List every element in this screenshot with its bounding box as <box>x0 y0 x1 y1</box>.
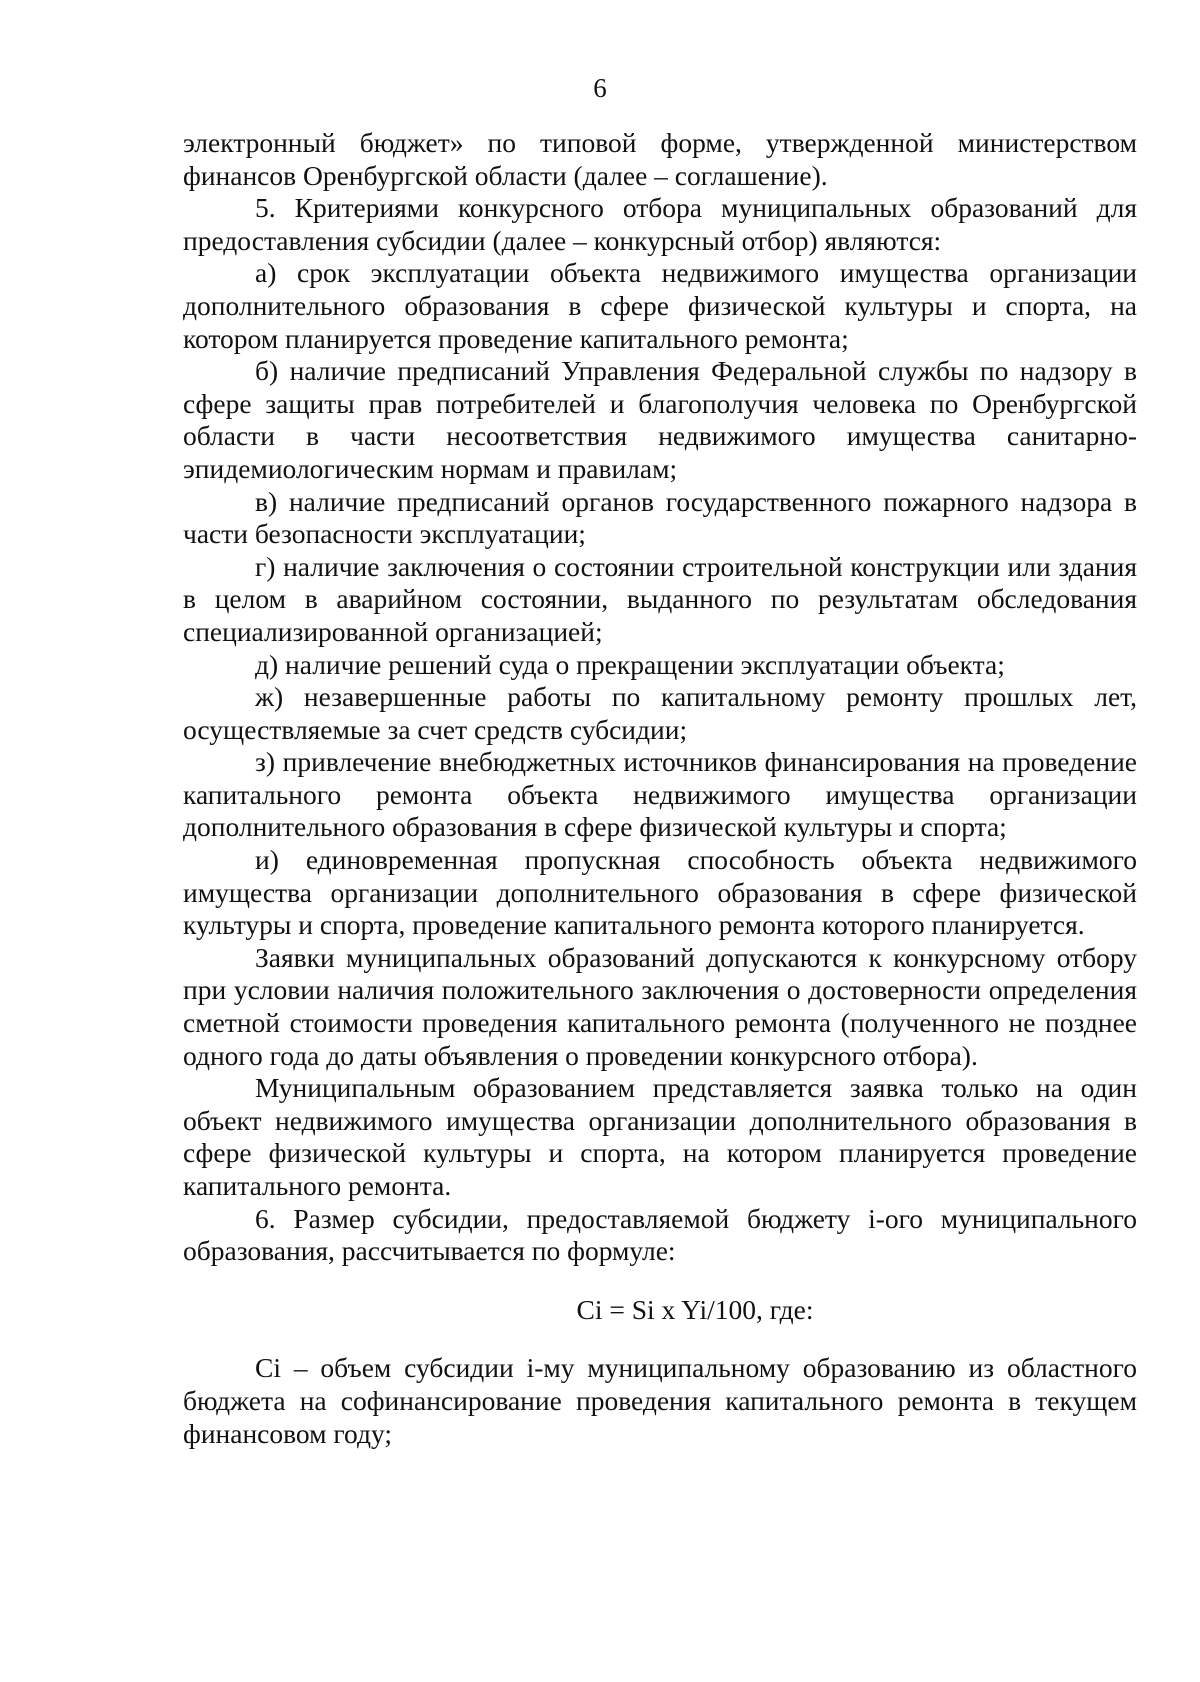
paragraph-criterion-d: д) наличие решений суда о прекращении эксплуатации объекта; <box>255 648 1005 680</box>
document-body <box>183 127 1137 1450</box>
paragraph-criterion-i: и) единовременная пропускная способность объекта недвижимого имущества организации дополнительного образования в сфере физической культуры и спорта, проведение капитального ремонта которого планируется. <box>183 844 1137 941</box>
paragraph-criterion-zh: ж) незавершенные работы по капитальному ремонту прошлых лет, осуществляемые за счет средств субсидии; <box>183 681 1137 745</box>
paragraph-subsidy-size: 6. Размер субсидии, предоставляемой бюджету i-ого муниципального образования, рассчитывается по формуле: <box>183 1202 1137 1267</box>
paragraph-applications: Заявки муниципальных образований допускаются к конкурсному отбору при условии наличия положительного заключения о достоверности определения сметной стоимости проведения капитального ремонта (полученного не позднее одного года до даты объявления о проведении конкурсного отбора). <box>183 941 1137 1071</box>
page-number: 6 <box>593 73 607 103</box>
paragraph-criterion-g: г) наличие заключения о состоянии строительной конструкции или здания в целом в аварийном состоянии, выданного по результатам обследования специализированной организацией; <box>183 550 1137 647</box>
subsidy-formula: Ci = Si x Yi/100, где: <box>576 1293 814 1325</box>
paragraph-continuation: электронный бюджет» по типовой форме, утвержденной министерством финансов Оренбургской области (далее – соглашение). <box>183 127 1137 191</box>
paragraph-criterion-a: а) срок эксплуатации объекта недвижимого имущества организации дополнительного образования в сфере физической культуры и спорта, на котором планируется проведение капитального ремонта; <box>183 257 1137 354</box>
paragraph-ci-definition: Ci – объем субсидии i-му муниципальному образованию из областного бюджета на софинансирование проведения капитального ремонта в текущем финансовом году; <box>183 1352 1137 1449</box>
paragraph-criterion-b: б) наличие предписаний Управления Федеральной службы по надзору в сфере защиты прав потребителей и благополучия человека по Оренбургской области в части несоответствия недвижимого имущества санитарно-эпидемиологическим нормам и правилам; <box>183 355 1137 484</box>
paragraph-single-object: Муниципальным образованием представляется заявка только на один объект недвижимого имущества организации дополнительного образования в сфере физической культуры и спорта, на котором планируется проведение капитального ремонта. <box>183 1072 1137 1201</box>
paragraph-criterion-v: в) наличие предписаний органов государственного пожарного надзора в части безопасности эксплуатации; <box>183 485 1137 550</box>
paragraph-criterion-z: з) привлечение внебюджетных источников финансирования на проведение капитального ремонта объекта недвижимого имущества организации дополнительного образования в сфере физической культуры и спорта; <box>183 746 1137 843</box>
paragraph-criteria-intro: 5. Критериями конкурсного отбора муниципальных образований для предоставления субсидии (далее – конкурсный отбор) являются: <box>183 192 1137 256</box>
